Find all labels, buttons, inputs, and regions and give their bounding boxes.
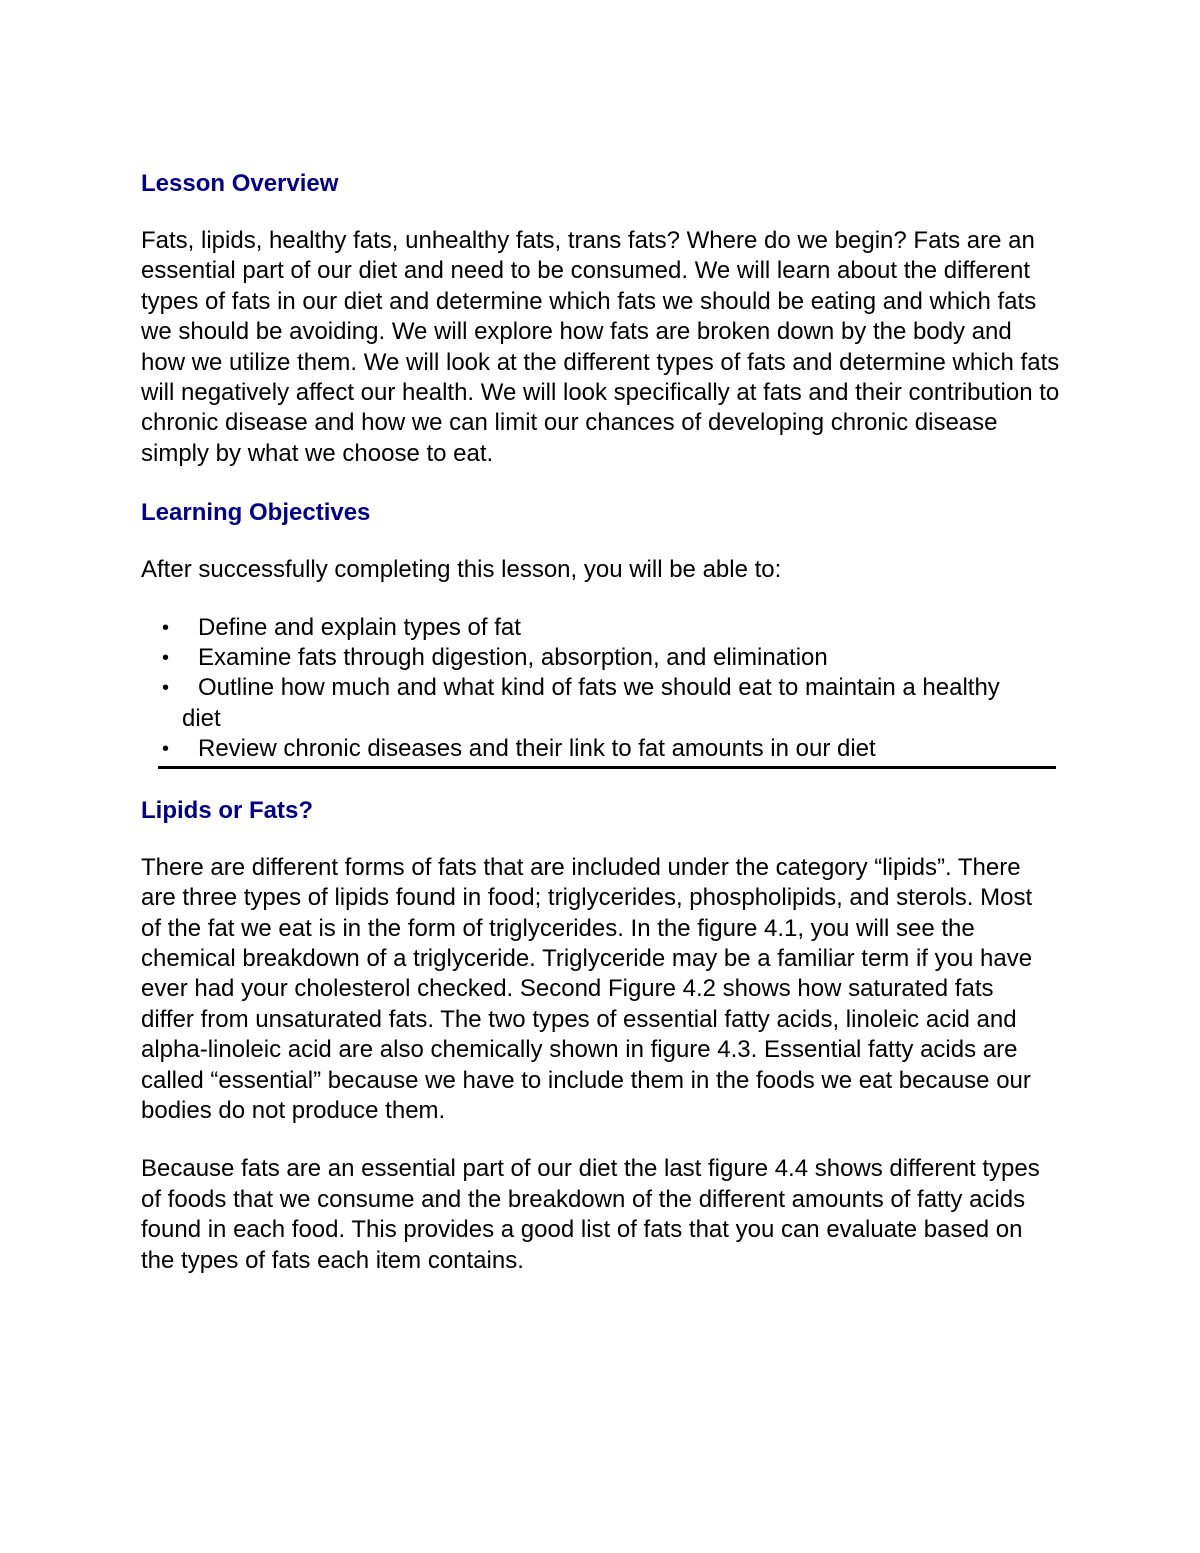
lipids-paragraph-1: There are different forms of fats that are included under the category “lipids”. There are three types of lipids found in food; triglycerides, phospholipids, and sterols. Most of the fat we eat is in the form of triglycerides. In the figure 4.1, you will see the chemical breakdown of a triglyceride. Triglyceride may be a familiar term if you have ever had your cholesterol checked. Second Figure 4.2 shows how saturated fats differ from unsaturated fats. The two types of essential fatty acids, linoleic acid and alpha-linoleic acid are also chemically shown in figure 4.3. Essential fatty acids are called “essential” because we have to include them in the foods we eat because our bodies do not produce them. [141, 853, 1033, 1124]
objectives-list [141, 613, 1061, 765]
lesson-overview-heading: Lesson Overview [141, 170, 339, 197]
objective-text: Review chronic diseases and their link to fat amounts in our diet [198, 735, 876, 763]
learning-objectives-heading: Learning Objectives [141, 499, 371, 527]
objective-item [141, 673, 1061, 734]
lipids-paragraph-2: Because fats are an essential part of our diet the last figure 4.4 shows different types of foods that we consume and the breakdown of the different amounts of fatty acids found in each food. This provides a good list of fats that you can evaluate based on the types of fats each item contains. [141, 1155, 1040, 1274]
bullet-icon: • [162, 616, 170, 639]
document-page [141, 168, 1061, 1276]
lipids-heading: Lipids or Fats? [141, 796, 314, 824]
bullet-icon: • [162, 677, 170, 700]
bullet-icon: • [162, 647, 170, 670]
lesson-overview-paragraph: Fats, lipids, healthy fats, unhealthy fats, trans fats? Where do we begin? Fats are an essential part of our diet and need to be consumed. We will learn about the different types of fats in our diet and determine which fats we should be eating and which fats we should be avoiding. We will explore how fats are broken down by the body and how we utilize them. We will look at the different types of fats and determine which fats will negatively affect our health. We will look specifically at fats and their contribution to chronic disease and how we can limit our chances of developing chronic disease simply by what we choose to eat. [141, 227, 1060, 467]
objective-text: Examine fats through digestion, absorption, and elimination [198, 644, 828, 672]
objective-item [141, 734, 1061, 764]
objective-item [141, 613, 1061, 643]
bullet-icon: • [162, 738, 170, 761]
objective-item [141, 643, 1061, 673]
objective-text: Outline how much and what kind of fats we should eat to maintain a healthy diet [182, 674, 1000, 732]
objective-text: Define and explain types of fat [198, 613, 521, 641]
learning-objectives-intro: After successfully completing this lesson, you will be able to: [141, 556, 782, 584]
